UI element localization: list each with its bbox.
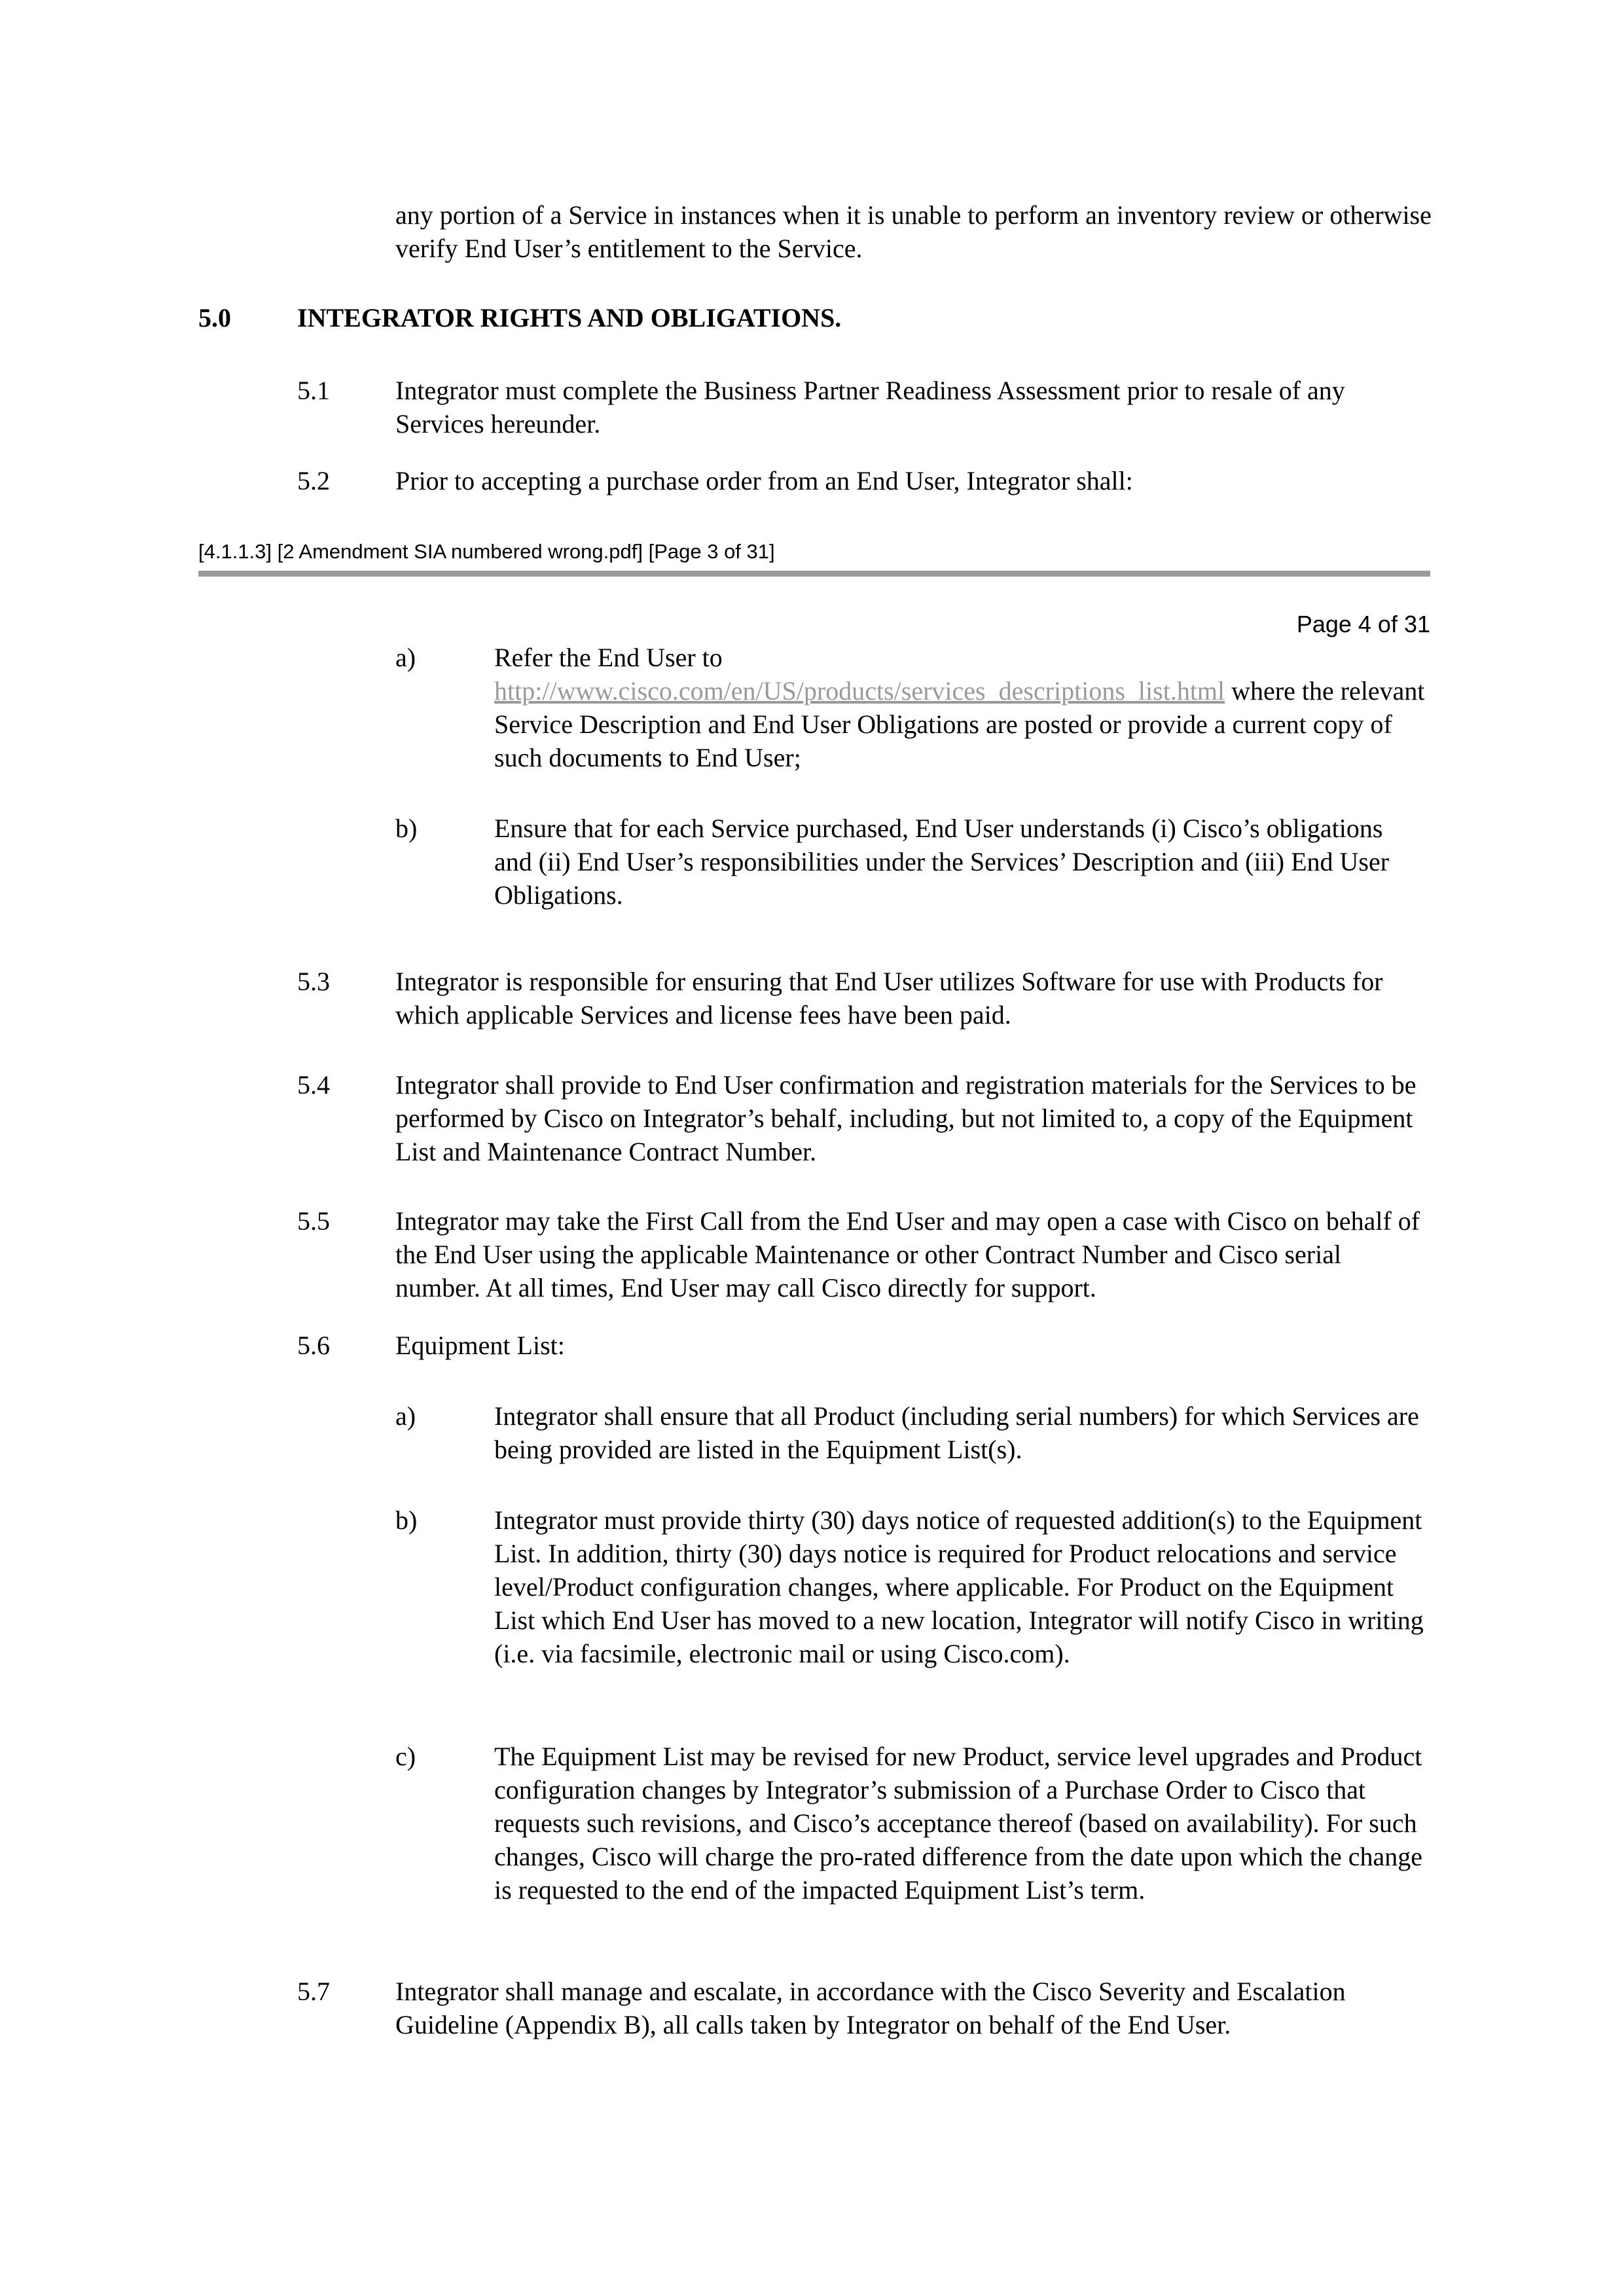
clause-number: 5.2 (297, 466, 330, 495)
clause-text: Integrator must complete the Business Partner Readiness Assessment prior to resale of any Services hereunder. (395, 376, 1345, 439)
item-label: b) (395, 814, 418, 843)
continuation-paragraph: any portion of a Service in instances when it is unable to perform an inventory review or otherwise verify End User’s entitlement to the Service. (395, 200, 1432, 263)
service-descriptions-link[interactable]: http://www.cisco.com/en/US/products/services_descriptions_list.html (494, 676, 1225, 706)
clause-text: Prior to accepting a purchase order from an End User, Integrator shall: (395, 466, 1133, 495)
section-number: 5.0 (198, 303, 231, 332)
clause-number: 5.6 (297, 1331, 330, 1360)
clause-number: 5.5 (297, 1206, 330, 1236)
page-number: Page 4 of 31 (1296, 611, 1430, 637)
clause-number: 5.3 (297, 967, 330, 996)
clause-number: 5.1 (297, 376, 330, 405)
item-label: c) (395, 1742, 416, 1771)
item-label: b) (395, 1505, 418, 1535)
item-text-lead: Refer the End User to (494, 643, 723, 672)
item-text (494, 641, 1437, 774)
clause-text: Integrator may take the First Call from the End User and may open a case with Cisco on behalf of the End User using the applicable Maintenance or other Contract Number and Cisco serial number. At all times, End User may call Cisco directly for support. (395, 1206, 1420, 1302)
section-title: INTEGRATOR RIGHTS AND OBLIGATIONS. (297, 303, 842, 332)
clause-number: 5.7 (297, 1977, 330, 2006)
item-text-tail: where the relevant Service Description and End User Obligations are posted or provide a current copy of such documents to End User; (494, 676, 1425, 772)
clause-text: Integrator shall provide to End User confirmation and registration materials for the Services to be performed by Cisco on Integrator’s behalf, including, but not limited to, a copy of the Equipment List and Maintenance Contract Number. (395, 1070, 1416, 1166)
clause-number: 5.4 (297, 1070, 330, 1100)
item-text: Integrator must provide thirty (30) days notice of requested addition(s) to the Equipment List. In addition, thirty (30) days notice is required for Product relocations and service level/Product configuration changes, where applicable. For Product on the Equipment List which End User has moved to a new location, Integrator will notify Cisco in writing (i.e. via facsimile, electronic mail or using Cisco.com). (494, 1505, 1424, 1668)
clause-text: Integrator shall manage and escalate, in accordance with the Cisco Severity and Escalation Guideline (Appendix B), all calls taken by Integrator on behalf of the End User. (395, 1977, 1346, 2039)
item-text: The Equipment List may be revised for new Product, service level upgrades and Product configuration changes by Integrator’s submission of a Purchase Order to Cisco that requests such revisions, and Cisco’s acceptance thereof (based on availability). For such changes, Cisco will charge the pro-rated difference from the date upon which the change is requested to the end of the impacted Equipment List’s term. (494, 1742, 1422, 1905)
page-footer-note: [4.1.1.3] [2 Amendment SIA numbered wrong.pdf] [Page 3 of 31] (198, 540, 775, 563)
item-text: Integrator shall ensure that all Product (including serial numbers) for which Services are being provided are listed in the Equipment List(s). (494, 1401, 1419, 1464)
clause-text: Integrator is responsible for ensuring that End User utilizes Software for use with Products for which applicable Services and license fees have been paid. (395, 967, 1383, 1030)
item-label: a) (395, 643, 416, 672)
item-text: Ensure that for each Service purchased, End User understands (i) Cisco’s obligations and (ii) End User’s responsibilities under the Services’ Description and (iii) End User Obligations. (494, 814, 1390, 910)
item-label: a) (395, 1401, 416, 1431)
page-divider (198, 571, 1430, 577)
clause-text: Equipment List: (395, 1331, 565, 1360)
